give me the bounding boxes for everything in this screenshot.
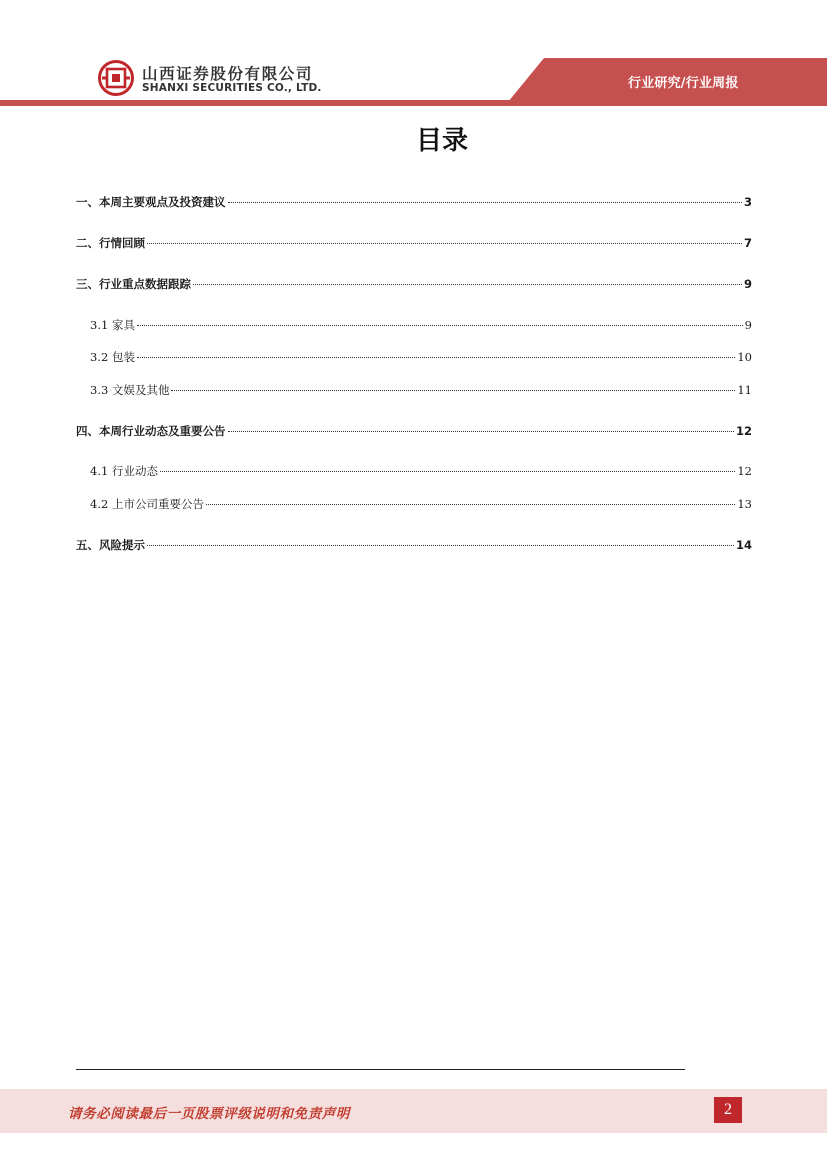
toc-entry-page: 7 <box>743 236 752 250</box>
toc-dot-leader <box>228 431 734 432</box>
toc-subentry[interactable] <box>90 382 752 398</box>
toc-entry-label: 一、本周主要观点及投资建议 <box>76 195 226 209</box>
toc-dot-leader <box>147 545 734 546</box>
toc-entry-label: 3.2 包装 <box>90 350 135 364</box>
toc-subentry[interactable] <box>90 463 752 479</box>
page-title: 目录 <box>415 126 468 156</box>
toc-dot-leader <box>137 357 735 358</box>
page-number: 2 <box>714 1097 742 1123</box>
toc-dot-leader <box>228 202 742 203</box>
toc-dot-leader <box>160 471 735 472</box>
toc-subentry[interactable] <box>90 496 752 512</box>
toc-dot-leader <box>193 284 742 285</box>
report-type-label: 行业研究/行业周报 <box>628 76 739 91</box>
toc-entry-label: 4.1 行业动态 <box>90 464 158 478</box>
toc-entry-page: 9 <box>744 318 752 332</box>
toc-entry-page: 13 <box>737 497 752 511</box>
toc-entry-label: 四、本周行业动态及重要公告 <box>76 424 226 438</box>
toc-entry-label: 二、行情回顾 <box>76 236 145 250</box>
toc-entry-label: 3.1 家具 <box>90 318 135 332</box>
header-band <box>0 100 827 106</box>
toc-entry-page: 3 <box>743 195 752 209</box>
toc-entry[interactable] <box>76 276 752 292</box>
toc-dot-leader <box>171 390 735 391</box>
toc-subentry[interactable] <box>90 317 752 333</box>
toc-entry-page: 9 <box>743 277 752 291</box>
footer-divider <box>76 1069 685 1070</box>
company-name-cn: 山西证券股份有限公司 <box>142 65 314 83</box>
toc-dot-leader <box>137 325 743 326</box>
toc-entry-label: 3.3 文娱及其他 <box>90 383 170 397</box>
toc-subentry[interactable] <box>90 349 752 365</box>
company-logo-icon <box>98 60 134 96</box>
company-name-en: SHANXI SECURITIES CO., LTD. <box>142 82 322 94</box>
toc-entry[interactable] <box>76 537 752 553</box>
toc-entry[interactable] <box>76 194 752 210</box>
toc-dot-leader <box>147 243 742 244</box>
toc-entry-page: 11 <box>737 383 752 397</box>
toc-entry-page: 12 <box>737 464 752 478</box>
toc-dot-leader <box>206 504 735 505</box>
disclaimer-notice: 请务必阅读最后一页股票评级说明和免责声明 <box>68 1106 350 1122</box>
toc-entry-page: 10 <box>737 350 752 364</box>
page-header <box>0 0 827 115</box>
toc-entry-page: 12 <box>735 424 752 438</box>
toc-entry[interactable] <box>76 423 752 439</box>
toc-entry-label: 五、风险提示 <box>76 538 145 552</box>
toc-entry-label: 三、行业重点数据跟踪 <box>76 277 191 291</box>
toc-entry-label: 4.2 上市公司重要公告 <box>90 497 204 511</box>
toc-entry[interactable] <box>76 235 752 251</box>
toc-entry-page: 14 <box>735 538 752 552</box>
